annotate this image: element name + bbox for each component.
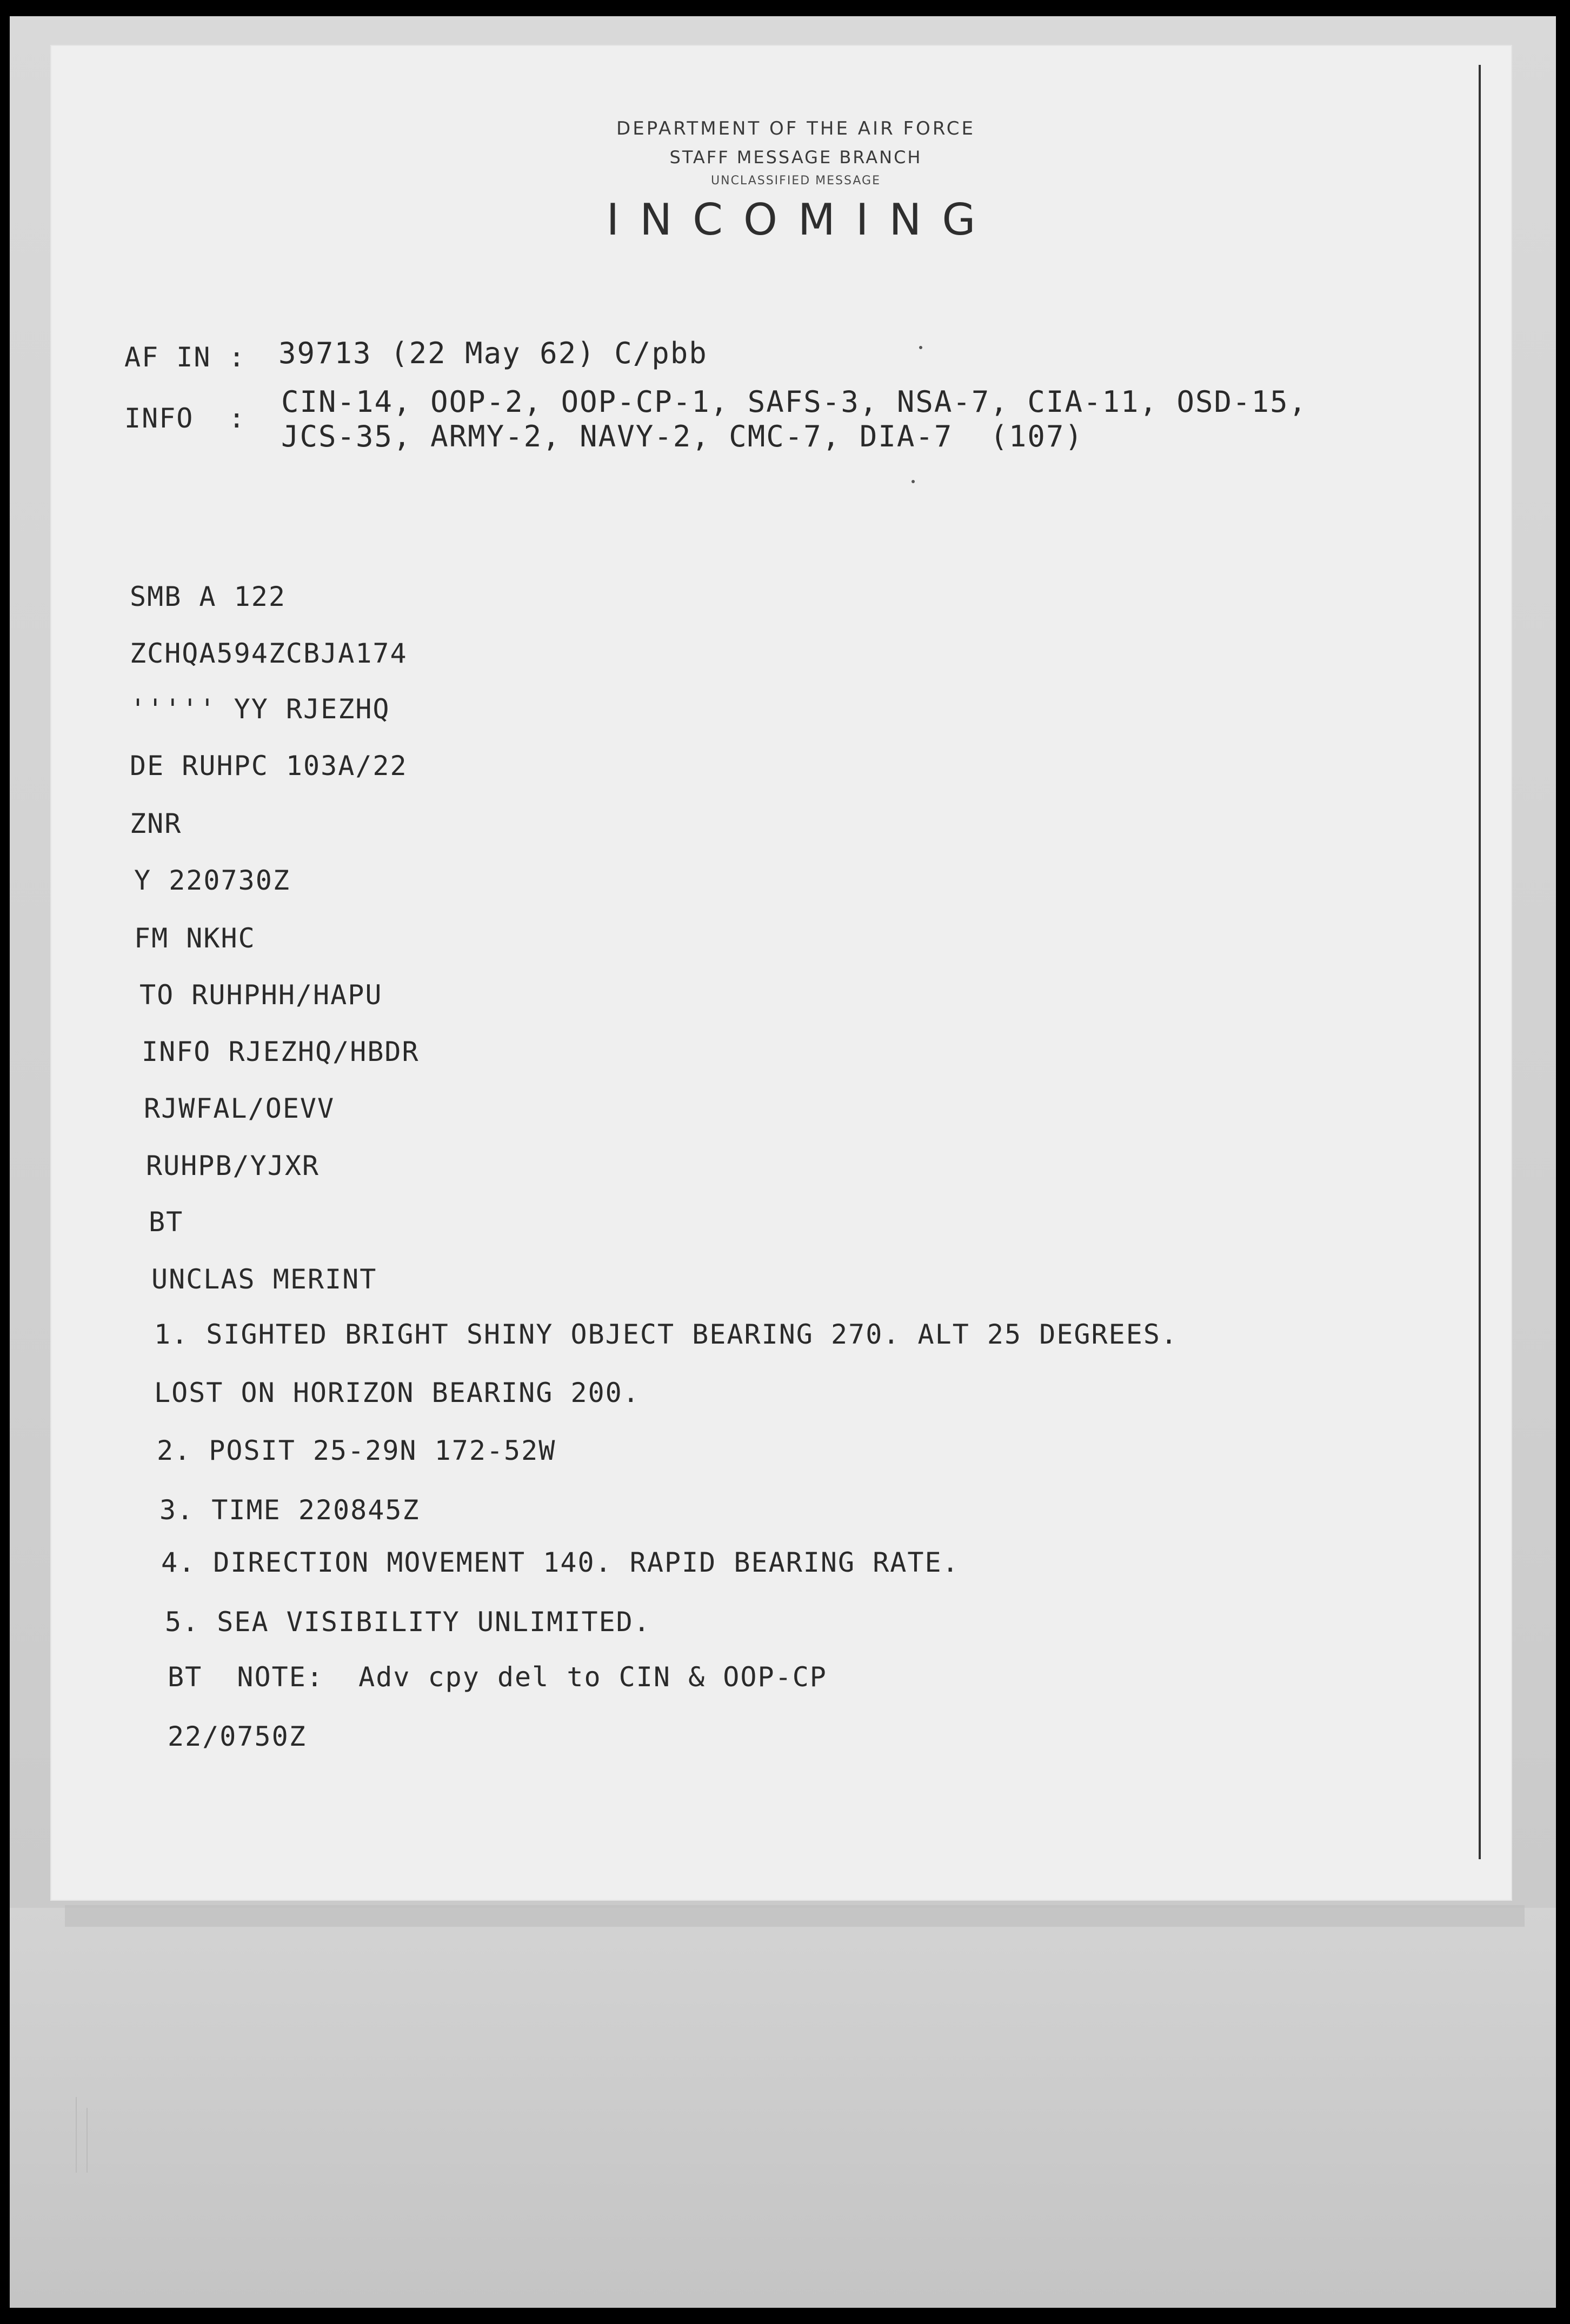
- af-in-value: 39713 (22 May 62) C/pbb: [278, 336, 708, 370]
- ink-speck: [919, 346, 922, 349]
- info-distribution-line-1: CIN-14, OOP-2, OOP-CP-1, SAFS-3, NSA-7, CIA-11, OSD-15,: [281, 385, 1308, 419]
- message-line: INFO RJEZHQ/HBDR: [142, 1036, 420, 1067]
- message-line: FM NKHC: [134, 923, 256, 954]
- message-line: Y 220730Z: [134, 865, 290, 896]
- message-line: TO RUHPHH/HAPU: [139, 979, 383, 1011]
- message-line: 2. POSIT 25-29N 172-52W: [157, 1435, 556, 1466]
- message-line: DE RUHPC 103A/22: [130, 750, 408, 782]
- af-in-label: AF IN :: [124, 342, 246, 373]
- info-label: INFO :: [124, 403, 246, 434]
- message-line: 1. SIGHTED BRIGHT SHINY OBJECT BEARING 270. ALT 25 DEGREES.: [154, 1319, 1179, 1350]
- direction-heading: INCOMING: [606, 195, 996, 245]
- page-bottom-shadow: [65, 1905, 1525, 1927]
- ink-speck: [912, 480, 915, 483]
- department-title: DEPARTMENT OF THE AIR FORCE: [616, 118, 975, 139]
- info-distribution-line-2: JCS-35, ARMY-2, NAVY-2, CMC-7, DIA-7 (107): [281, 419, 1083, 453]
- page-edge-line: [1479, 65, 1481, 1859]
- film-scratch: [76, 2097, 77, 2173]
- message-line: RJWFAL/OEVV: [144, 1093, 335, 1124]
- message-line: BT NOTE: Adv cpy del to CIN & OOP-CP: [168, 1661, 827, 1693]
- message-line: UNCLAS MERINT: [151, 1264, 377, 1295]
- message-line: 5. SEA VISIBILITY UNLIMITED.: [165, 1606, 651, 1638]
- message-line: SMB A 122: [130, 581, 286, 612]
- message-line: 22/0750Z: [168, 1721, 307, 1752]
- film-scratch: [87, 2108, 88, 2173]
- message-line: LOST ON HORIZON BEARING 200.: [154, 1377, 640, 1408]
- message-line: ZNR: [130, 808, 182, 839]
- message-line: 3. TIME 220845Z: [159, 1494, 420, 1526]
- message-line: ZCHQA594ZCBJA174: [130, 638, 408, 669]
- message-line: BT: [149, 1206, 184, 1238]
- classification-label: UNCLASSIFIED MESSAGE: [711, 174, 881, 188]
- message-line: RUHPB/YJXR: [146, 1150, 320, 1181]
- microfilm-lower-area: [10, 1908, 1556, 2308]
- message-line: 4. DIRECTION MOVEMENT 140. RAPID BEARING RATE.: [161, 1547, 960, 1578]
- branch-title: STAFF MESSAGE BRANCH: [669, 147, 922, 168]
- message-line: ''''' YY RJEZHQ: [130, 693, 390, 725]
